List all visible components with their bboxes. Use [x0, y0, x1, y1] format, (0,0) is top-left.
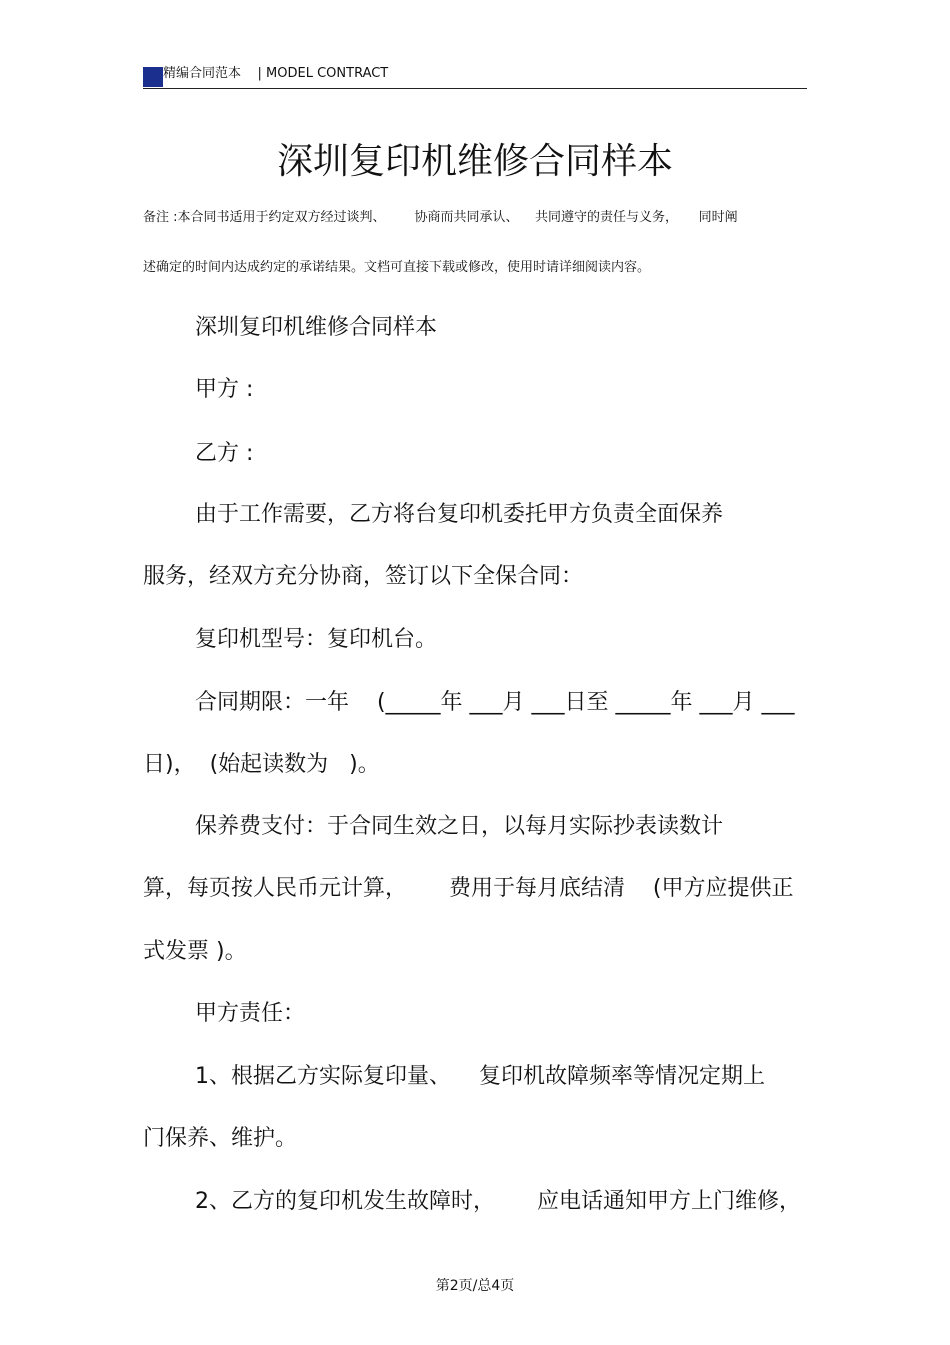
- paragraph-purpose-line-1: 由于工作需要，乙方将台复印机委托甲方负责全面保养: [195, 502, 724, 527]
- document-title: 深圳复印机维修合同样本: [276, 141, 673, 182]
- page-number: 第2页/总4页: [435, 1278, 515, 1294]
- note-line-1: 备注 :本合同书适用于约定双方经过谈判、 协商而共同承认、 共同遵守的责任与义务， 同时阐: [143, 210, 738, 225]
- note-line-2: 述确定的时间内达成约定的承诺结果。文档可直接下载或修改，使用时请详细阅读内容。: [143, 260, 651, 275]
- party-a-label: 甲方 :: [195, 377, 254, 402]
- brand-logo-icon: [143, 67, 163, 87]
- party-a-duty-heading: 甲方责任：: [195, 1001, 306, 1026]
- duty-item-1-line-1: 1、根据乙方实际复印量、 复印机故障频率等情况定期上: [195, 1064, 765, 1089]
- paragraph-purpose-line-2: 服务，经双方充分协商，签订以下全保合同：: [143, 564, 584, 589]
- header-label: 精编合同范本 | MODEL CONTRACT: [163, 66, 389, 81]
- fee-payment-line-2: 算，每页按人民币元计算， 费用于每月底结清 (甲方应提供正: [143, 876, 794, 901]
- duty-item-2-line-1: 2、乙方的复印机发生故障时， 应电话通知甲方上门维修，: [195, 1189, 801, 1214]
- contract-heading: 深圳复印机维修合同样本: [195, 315, 438, 340]
- party-b-label: 乙方 :: [195, 441, 254, 466]
- contract-term-line-1: 合同期限：一年 (_____年 ___月 ___日至 _____年 ___月 ___: [195, 690, 795, 715]
- fee-payment-line-1: 保养费支付：于合同生效之日，以每月实际抄表读数计: [195, 814, 724, 839]
- page-header: [143, 64, 807, 89]
- duty-item-1-line-2: 门保养、维护。: [143, 1126, 298, 1151]
- contract-term-line-2: 日)， (始起读数为 )。: [143, 752, 380, 777]
- fee-payment-line-3: 式发票 )。: [143, 939, 247, 964]
- copier-model-line: 复印机型号：复印机台。: [195, 627, 438, 652]
